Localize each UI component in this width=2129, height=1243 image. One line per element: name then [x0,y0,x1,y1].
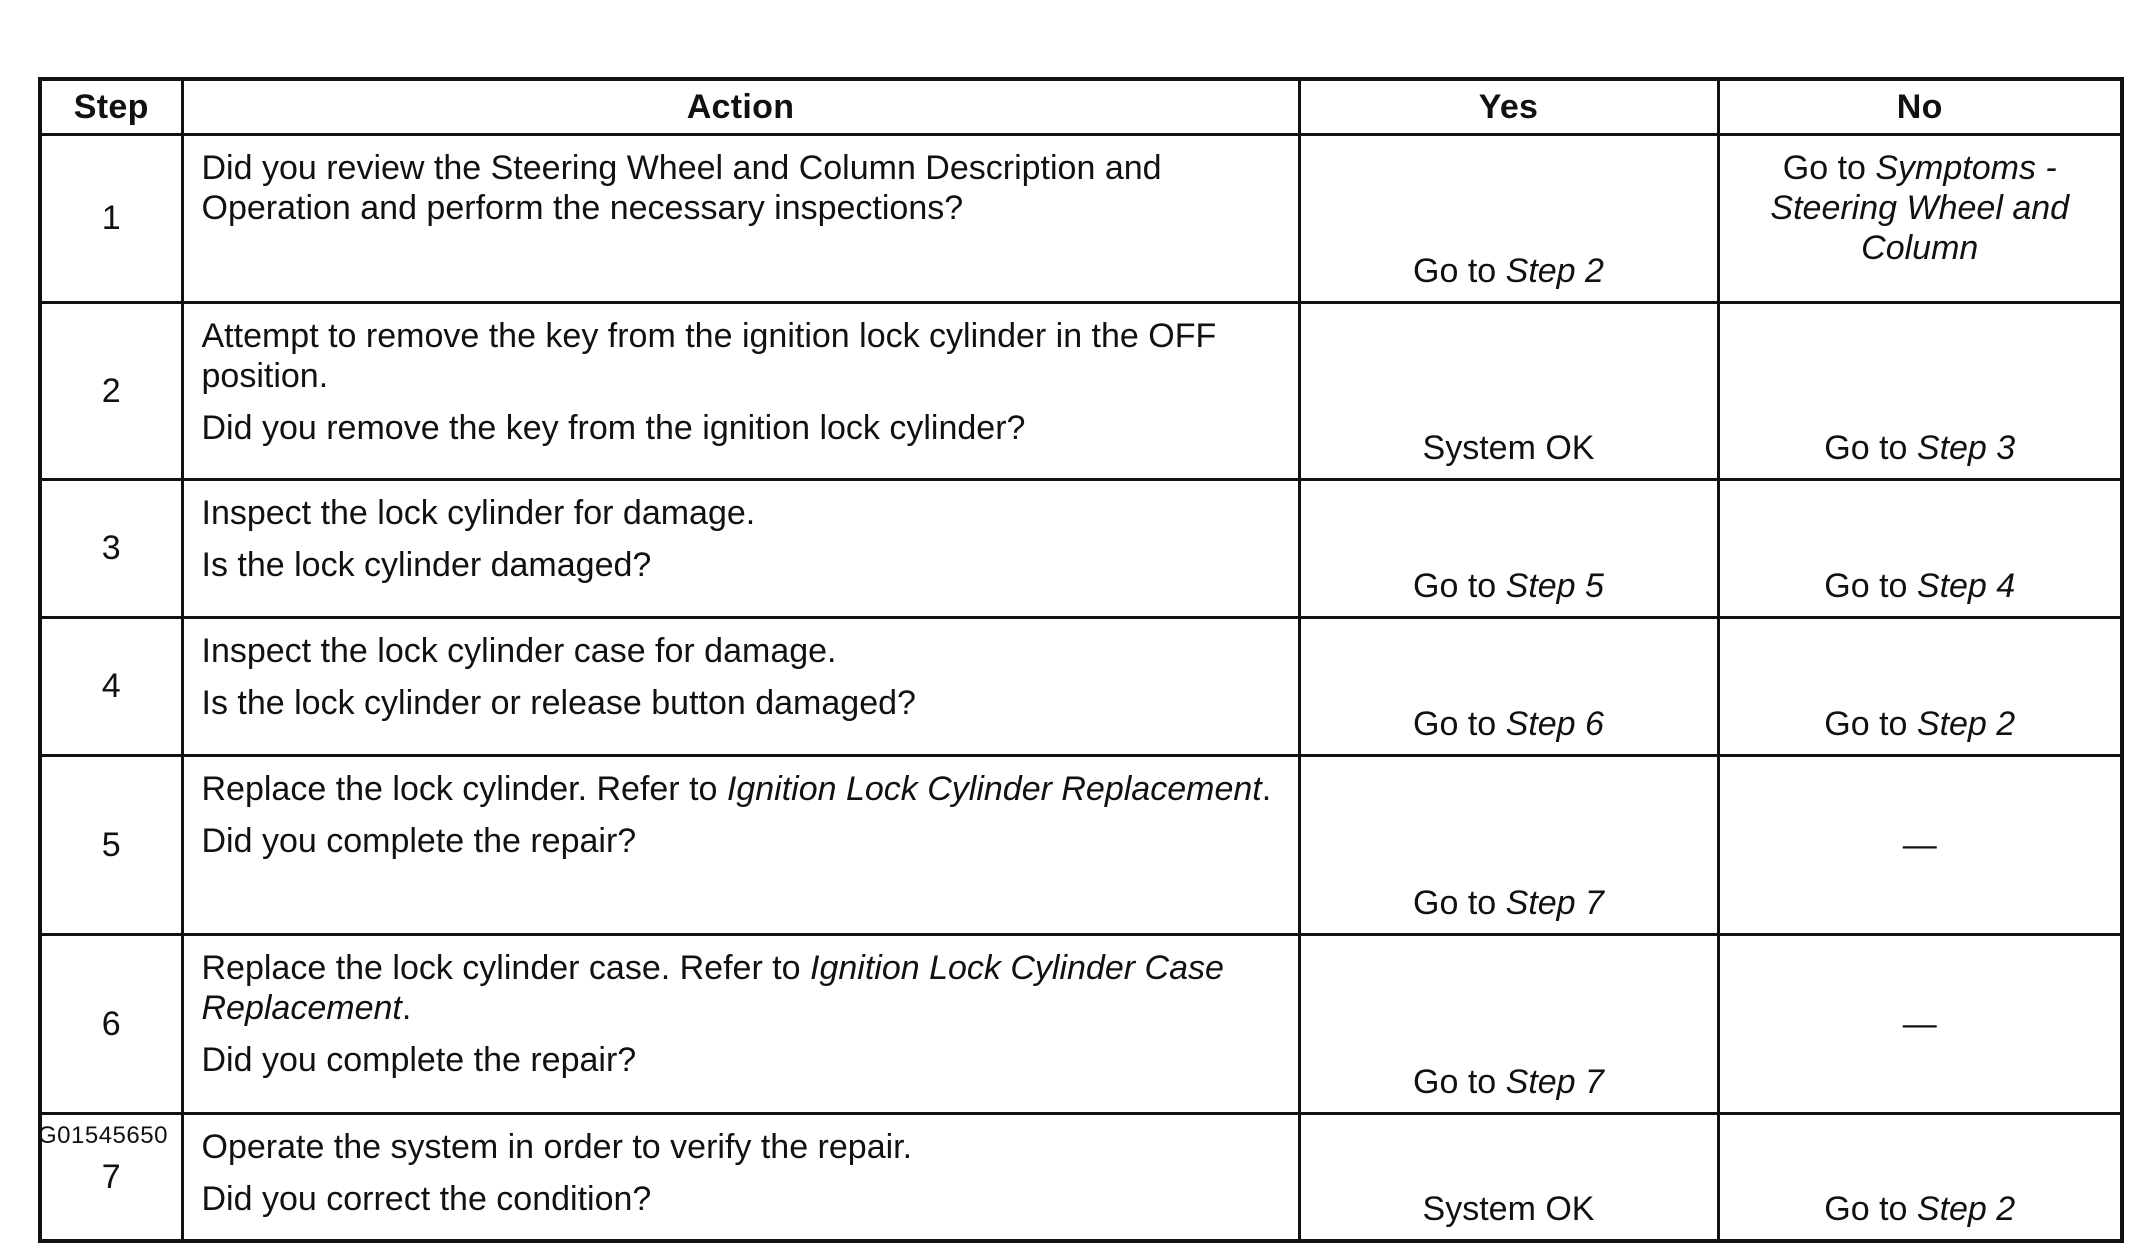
yes-prefix: Go to [1413,567,1506,605]
yes-cell [1299,618,1718,756]
no-prefix: Go to [1824,705,1917,743]
no-step-link[interactable]: Step 2 [1916,705,2016,743]
action-cell [182,935,1299,1114]
yes-prefix: Go to [1413,705,1506,743]
yes-step-link[interactable]: Step 6 [1505,705,1604,743]
no-symptoms-link[interactable]: Symptoms - Steering Wheel and Column [1770,149,2070,267]
no-prefix: Go to [1824,429,1917,467]
action-question: Did you correct the condition? [201,1180,652,1218]
action-instruction: Inspect the lock cylinder for damage. [201,494,756,532]
step-number: 6 [40,935,182,1114]
action-prefix: Replace the lock cylinder case. Refer to [201,949,811,987]
yes-step-link[interactable]: Step 2 [1505,252,1604,290]
no-step-link[interactable]: Step 4 [1916,567,2016,605]
table-row [40,480,2122,618]
yes-result: System OK [1422,429,1595,467]
action-cell [182,1114,1299,1242]
action-cell [182,756,1299,935]
yes-cell [1299,756,1718,935]
header-step: Step [40,79,182,135]
figure-id: G01545650 [38,1122,168,1149]
table-row [40,1114,2122,1242]
procedure-link[interactable]: Ignition Lock Cylinder Case Replacement [201,949,1224,1027]
yes-cell [1299,135,1718,303]
action-instruction [202,948,1280,1028]
table-row [40,935,2122,1114]
action-instruction: Attempt to remove the key from the ignition lock cylinder in the OFF position. [201,317,1217,395]
action-instruction: Inspect the lock cylinder case for damage. [201,632,837,670]
action-cell [182,618,1299,756]
no-cell [1718,1114,2122,1242]
no-dash: — [1902,1004,1937,1043]
table-row [40,756,2122,935]
step-number: 2 [40,303,182,480]
yes-step-link[interactable]: Step 5 [1505,567,1604,605]
no-cell [1718,618,2122,756]
header-yes: Yes [1299,79,1718,135]
action-suffix: . [1261,770,1272,808]
step-number: 5 [40,756,182,935]
yes-cell [1299,935,1718,1114]
yes-prefix: Go to [1413,884,1506,922]
no-prefix: Go to [1782,149,1876,187]
action-question: Is the lock cylinder damaged? [201,546,652,584]
action-instruction: Operate the system in order to verify the repair. [201,1128,913,1166]
no-cell [1718,756,2122,935]
header-action: Action [182,79,1299,135]
header-no: No [1718,79,2122,135]
action-question: Did you complete the repair? [201,1041,637,1079]
diagnostic-table [38,77,2124,1243]
yes-prefix: Go to [1413,1063,1506,1101]
no-prefix: Go to [1824,1190,1917,1228]
no-step-link[interactable]: Step 3 [1916,429,2016,467]
procedure-link[interactable]: Ignition Lock Cylinder Replacement [726,770,1262,808]
yes-cell [1299,1114,1718,1242]
table-row [40,303,2122,480]
action-question: Is the lock cylinder or release button damaged? [201,684,916,722]
no-prefix: Go to [1824,567,1917,605]
no-cell [1718,480,2122,618]
header-row [40,79,2122,135]
step-number: 4 [40,618,182,756]
no-cell [1718,303,2122,480]
step-number: 7 [40,1114,182,1242]
action-prefix: Replace the lock cylinder. Refer to [201,770,727,808]
no-step-link[interactable]: Step 2 [1916,1190,2016,1228]
yes-cell [1299,480,1718,618]
action-suffix: . [401,989,412,1027]
step-number: 1 [40,135,182,303]
no-cell [1718,935,2122,1114]
yes-step-link[interactable]: Step 7 [1505,884,1604,922]
action-question: Did you complete the repair? [201,822,637,860]
action-cell [182,480,1299,618]
yes-step-link[interactable]: Step 7 [1505,1063,1604,1101]
no-dash: — [1902,825,1937,864]
table-row [40,618,2122,756]
action-instruction: Did you review the Steering Wheel and Column Description and Operation and perform the necessary inspections? [201,149,1162,227]
table-row [40,135,2122,303]
action-cell [182,135,1299,303]
step-number: 3 [40,480,182,618]
action-question: Did you remove the key from the ignition lock cylinder? [201,409,1026,447]
action-instruction [202,769,1280,809]
no-cell [1718,135,2122,303]
yes-prefix: Go to [1413,252,1506,290]
yes-cell [1299,303,1718,480]
action-cell [182,303,1299,480]
yes-result: System OK [1422,1190,1595,1228]
